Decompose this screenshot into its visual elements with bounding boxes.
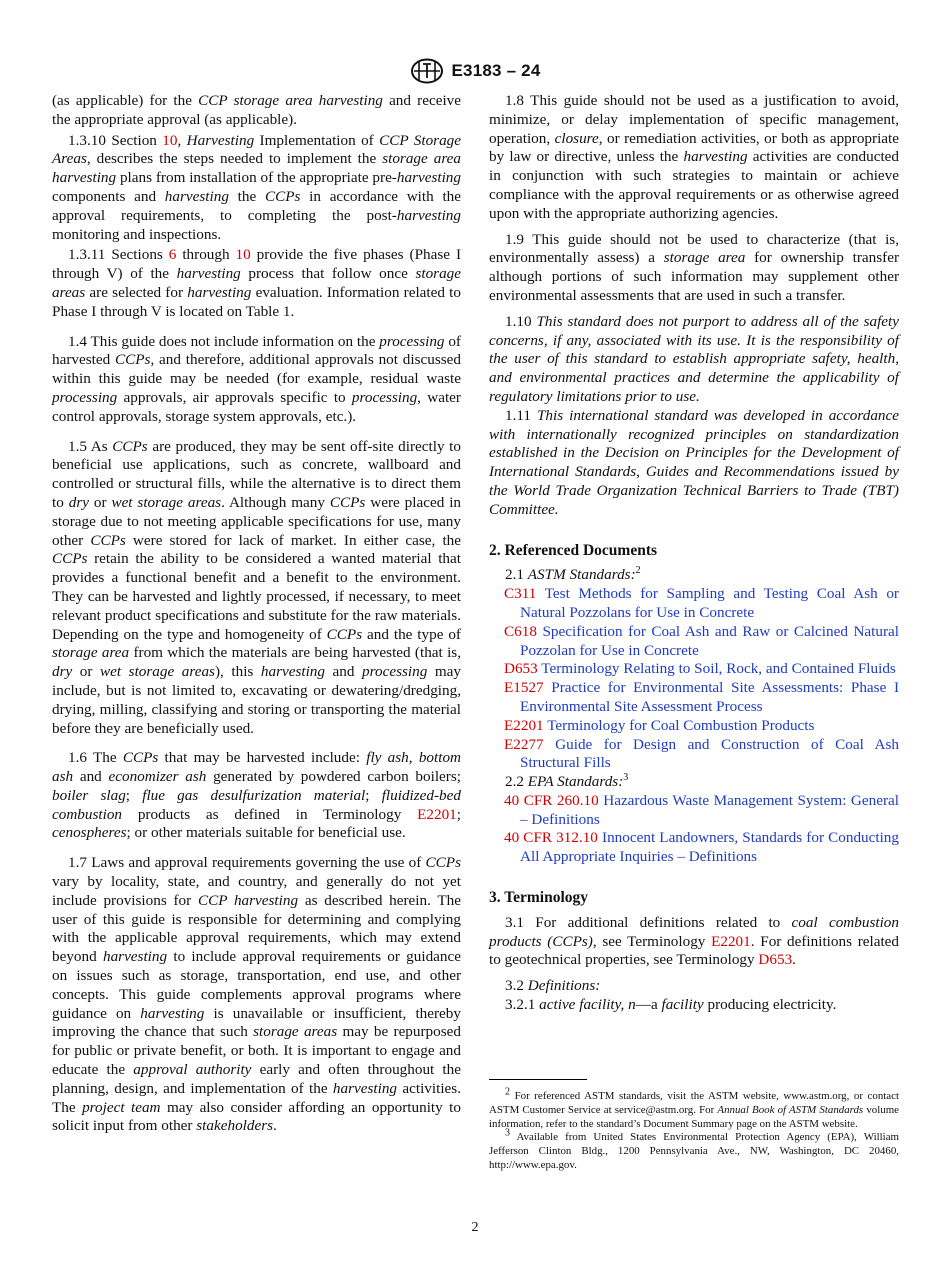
section-2-2: 2.2 EPA Standards:$^3$: [505, 772, 629, 791]
section-1-6: 1.6 The CCPs that may be harvested include: fly ash, bottom ash and economizer ash generated by powdered carbon boilers; boiler slag; flue gas desulfurization material; fluidized-bed combustion products as defined in Terminology E2201; cenospheres; or other materials suitable for beneficial use.: [52, 749, 462, 842]
xref-d653[interactable]: D653: [758, 951, 793, 969]
xref-e2201[interactable]: E2201: [711, 932, 751, 950]
section-1-9: 1.9 This guide should not be used to characterize (that is, environmentally assess) a storage area for ownership transfer although portions of such information may supplement other environmental assessments that are used in such a transfer.: [489, 230, 900, 304]
section-1-3-10: 1.3.10 Section 10, Harvesting Implementation of CCP Storage Areas, describes the steps needed to implement the storage area harvesting plans from installation of the appropriate pre-harvesting components and harvesting the CCPs in accordance with the approval requirements, to completing the post-harvesting monitoring and inspections.: [52, 131, 462, 243]
section-1-8: 1.8 This guide should not be used as a justification to avoid, minimize, or delay implementation of specific management, operation, closure, or remediation activities, or both as appropriate by law or directive, unless the harvesting activities are conducted in conjunction with such strategies to maintain or achieve compliance with the approval requirements or as otherwise agreed upon with the appropriate authorizing agencies.: [489, 92, 899, 222]
footnote-2: $^2$ For referenced ASTM standards, visit the ASTM website, www.astm.org, or contact ASTM Customer Service at service@astm.org. For Annual Book of ASTM Standards volume information, refer to the standard’s Document Summary page on the ASTM website.: [489, 1086, 899, 1130]
reference-item[interactable]: E1527 Practice for Environmental Site Assessments: Phase I Environmental Site Assessment Process: [504, 679, 900, 715]
section-2-1: 2.1 ASTM Standards:$^2$: [505, 565, 641, 584]
xref-e2201[interactable]: E2201: [417, 805, 457, 823]
section-heading-terminology: 3. Terminology: [489, 889, 589, 907]
page-number: 2: [471, 1220, 479, 1235]
left-column: [52, 92, 461, 1136]
right-column: [489, 92, 899, 1015]
xref-section-10[interactable]: 10: [235, 246, 251, 264]
epa-reference-list: [489, 792, 899, 867]
section-1-5: 1.5 As CCPs are produced, they may be sent off-site directly to beneficial use applications, such as concrete, wallboard and controlled or structural fills, while the alternative is to direct them to dry or wet storage areas. Although many CCPs were placed in storage due to not meeting applicable specifications for use, many other CCPs were stored for lack of market. In either case, the CCPs retain the ability to be considered a wanted material that provides a functional benefit and a benefit to the environment. They can be harvested and lightly processed, if necessary, to meet relevant product specifications and substitute for the raw materials. Depending on the type and homogeneity of CCPs and the type of storage area from which the materials are being harvested (that is, dry or wet storage areas), this harvesting and processing may include, but is not limited to, excavating or dewatering/dredging, drying, milling, classifying and storing or transporting the material before they are beneficially used.: [52, 437, 462, 737]
section-3-2-1: 3.2.1 active facility, n—a facility producing electricity.: [505, 996, 837, 1014]
paragraph-continued: (as applicable) for the CCP storage area harvesting and receive the appropriate approval (as applicable).: [52, 92, 462, 128]
footnote-marker-3[interactable]: 3: [623, 772, 629, 784]
section-1-10: 1.10 This standard does not purport to address all of the safety concerns, if any, associated with its use. It is the responsibility of the user of this standard to establish appropriate safety, health, and environmental practices and determine the applicability of regulatory limitations prior to use.: [489, 312, 900, 405]
reference-item[interactable]: 40 CFR 260.10 Hazardous Waste Management System: General – Definitions: [504, 791, 899, 828]
section-heading-referenced-documents: 2. Referenced Documents: [489, 541, 658, 559]
reference-item[interactable]: 40 CFR 312.10 Innocent Landowners, Standards for Conducting All Appropriate Inquiries – Definitions: [504, 829, 899, 866]
section-1-7: 1.7 Laws and approval requirements governing the use of CCPs vary by locality, state, and country, and generally do not yet include provisions for CCP harvesting as described herein. The user of this guide is responsible for determining and complying with the applicable approval requirements, which may extend beyond harvesting to include approval requirements or guidance on issues such as storage, transportation, end use, and other concepts. This guide complements approval programs where guidance on harvesting is unavailable or insufficient, thereby improving the chance that such storage areas may be repurposed for public or private benefit, or both. It is important to engage and educate the approval authority early and often throughout the planning, design, and implementation of the harvesting activities. The project team may also consider affording an opportunity to solicit input from other stakeholders.: [52, 854, 461, 1135]
reference-item[interactable]: E2277 Guide for Design and Construction of Coal Ash Structural Fills: [504, 735, 899, 772]
astm-logo: [410, 58, 444, 84]
xref-section-6[interactable]: 6: [168, 246, 177, 264]
section-1-3-11: 1.3.11 Sections 6 through 10 provide the five phases (Phase I through V) of the harvesting process that follow once storage areas are selected for harvesting evaluation. Information related to Phase I through V is located on Table 1.: [52, 246, 462, 320]
footnote-marker-2[interactable]: 2: [635, 565, 641, 577]
section-3-2: 3.2 Definitions:: [505, 977, 601, 995]
page-header: [0, 56, 950, 86]
reference-item[interactable]: C618 Specification for Coal Ash and Raw or Calcined Natural Pozzolan for Use in Concrete: [504, 622, 900, 659]
section-3-1: 3.1 For additional definitions related to coal combustion products (CCPs), see Terminology E2201. For definitions related to geotechnical properties, see Terminology D653.: [489, 913, 900, 969]
section-1-4: 1.4 This guide does not include information on the processing of harvested CCPs, and therefore, additional approvals not discussed within this guide may be needed (for example, residual waste processing approvals, air approvals specific to processing, water control approvals, storage system approvals, etc.).: [52, 332, 461, 425]
section-1-11: 1.11 This international standard was developed in accordance with internationally recognized principles on standardization established in the Decision on Principles for the Development of International Standards, Guides and Recommendations issued by the World Trade Organization Technical Barriers to Trade (TBT) Committee.: [489, 406, 899, 518]
xref-section-10[interactable]: 10: [162, 131, 178, 149]
reference-item[interactable]: E2201 Terminology for Coal Combustion Products: [504, 716, 815, 734]
footnote-divider: [489, 1079, 587, 1080]
standard-designation: E3183 – 24: [451, 61, 541, 80]
astm-reference-list: [489, 585, 899, 773]
reference-item[interactable]: C311 Test Methods for Sampling and Testing Coal Ash or Natural Pozzolans for Use in Concrete: [504, 585, 899, 621]
footnotes: [489, 1086, 899, 1173]
footnote-3: $^3$ Available from United States Environmental Protection Agency (EPA), William Jefferson Clinton Bldg., 1200 Pennsylvania Ave., NW, Washington, DC 20460, http://www.epa.gov.: [489, 1127, 899, 1171]
reference-item[interactable]: D653 Terminology Relating to Soil, Rock, and Contained Fluids: [504, 660, 896, 678]
